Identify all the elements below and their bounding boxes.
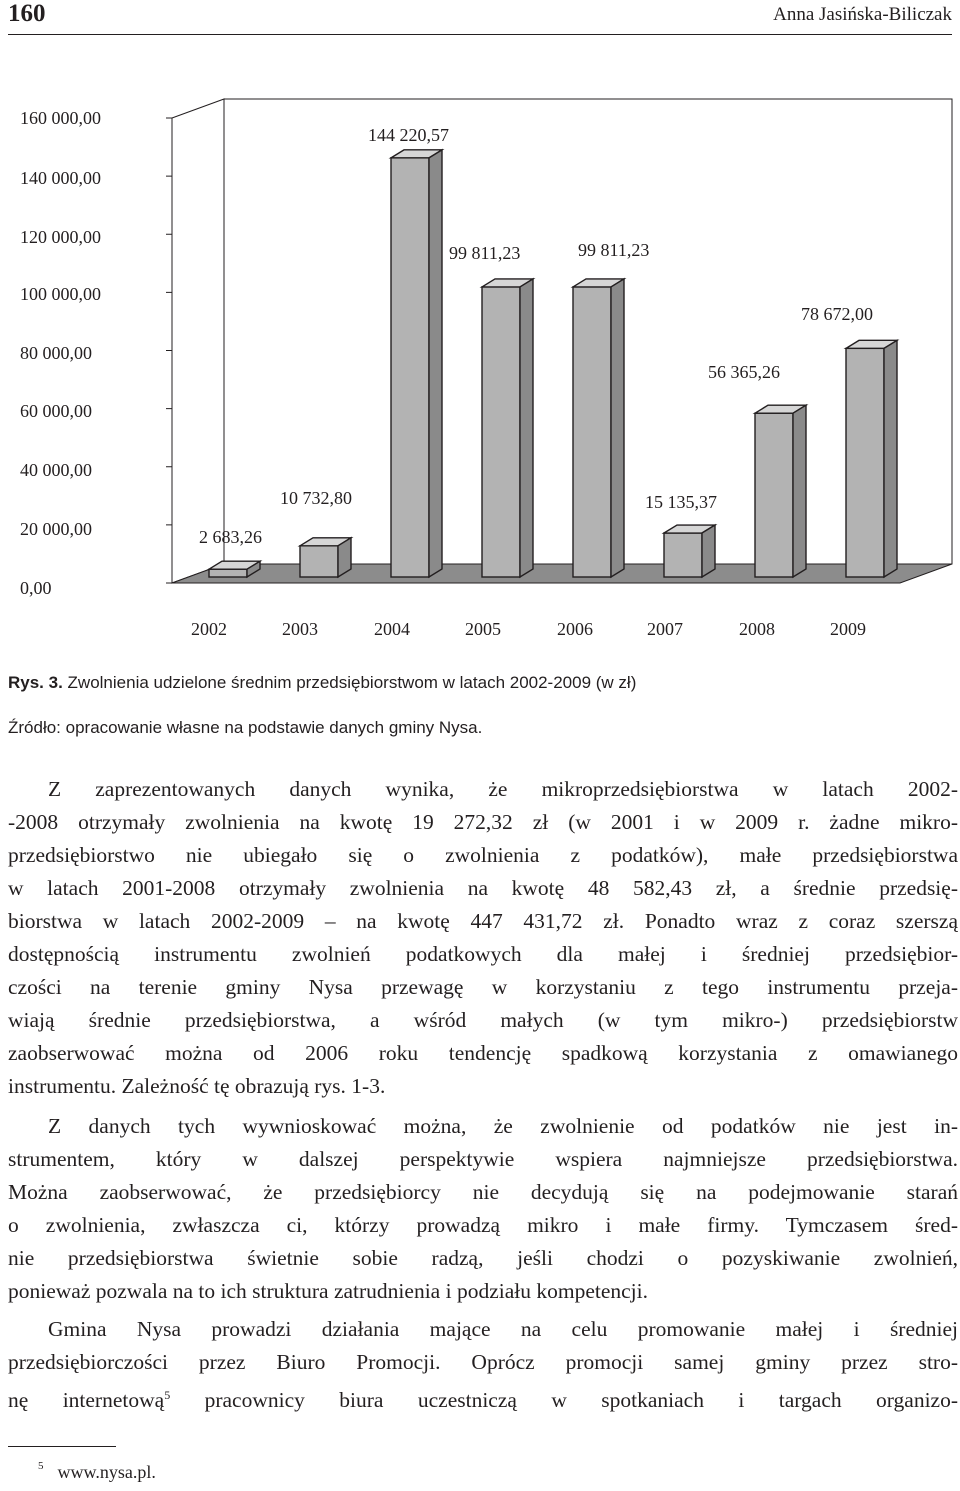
x-tick-label: 2009	[830, 619, 866, 639]
data-label: 15 135,37	[645, 492, 717, 512]
figure-number: Rys. 3.	[8, 673, 63, 692]
bar-side	[611, 279, 624, 577]
y-tick-label: 120 000,00	[20, 227, 101, 247]
x-tick-label: 2002	[191, 619, 227, 639]
footnote-rule	[8, 1446, 116, 1447]
y-tick-label: 140 000,00	[20, 168, 101, 188]
paragraph-2	[8, 1110, 958, 1308]
footnote-number: 5	[38, 1460, 44, 1472]
text-fragment: nę internetową	[8, 1388, 165, 1412]
bar-front	[846, 348, 884, 577]
text-line: czości na terenie gminy Nysa przewagę w korzystaniu z tego instrumentu przeja-	[8, 975, 958, 999]
y-tick-label: 20 000,00	[20, 519, 92, 539]
bar-front	[664, 533, 702, 577]
bar-side	[884, 340, 897, 577]
y-tick-label: 100 000,00	[20, 284, 101, 304]
text-line: Z danych tych wywnioskować można, że zwolnienie od podatków nie jest in-	[48, 1114, 958, 1138]
text-line: w latach 2001-2008 otrzymały zwolnienia na kwotę 48 582,43 zł, a średnie przedsię-	[8, 876, 958, 900]
x-tick-label: 2003	[282, 619, 318, 639]
text-line: biorstwa w latach 2002-2009 – na kwotę 447 431,72 zł. Ponadto wraz z coraz szerszą	[8, 909, 958, 933]
chart-bar	[664, 525, 715, 577]
bar-front	[300, 546, 338, 577]
bar-front	[573, 287, 611, 577]
figure-caption	[8, 673, 636, 693]
bar-side	[520, 279, 533, 577]
paragraph-1	[8, 773, 958, 1103]
footnote	[38, 1460, 156, 1483]
y-tick-label: 80 000,00	[20, 343, 92, 363]
bar-front	[391, 158, 429, 577]
y-tick-label: 160 000,00	[20, 108, 101, 128]
chart-bar	[300, 538, 351, 577]
chart-bar	[482, 279, 533, 577]
data-label: 99 811,23	[578, 240, 650, 260]
text-line: Gmina Nysa prowadzi działania mające na celu promowanie małej i średniej	[48, 1317, 958, 1341]
x-tick-label: 2006	[557, 619, 593, 639]
text-line: instrumentu. Zależność tę obrazują rys. 1-3.	[8, 1074, 386, 1098]
footnote-marker[interactable]: 5	[164, 1388, 171, 1402]
text-line: wiają średnie przedsiębiorstwa, a wśród małych (w tym mikro-) przedsiębiorstw	[8, 1008, 958, 1032]
data-label: 56 365,26	[708, 362, 780, 382]
chart-bar	[846, 340, 897, 577]
text-line: o zwolnienia, zwłaszcza ci, którzy prowadzą mikro i małe firmy. Tymczasem śred-	[8, 1213, 958, 1237]
data-label: 10 732,80	[280, 488, 352, 508]
text-line: nie przedsiębiorstwa świetnie sobie radzą, jeśli chodzi o pozyskiwanie zwolnień,	[8, 1246, 958, 1270]
text-line: -2008 otrzymały zwolnienia na kwotę 19 272,32 zł (w 2001 i w 2009 r. żadne mikro-	[8, 810, 958, 834]
chart-bar	[573, 279, 624, 577]
bar-front	[209, 569, 247, 577]
figure-title: Zwolnienia udzielone średnim przedsiębiorstwom w latach 2002-2009 (w zł)	[62, 673, 637, 692]
chart-bar	[391, 150, 442, 577]
running-head-author: Anna Jasińska-Biliczak	[773, 4, 952, 25]
bar-front	[755, 413, 793, 577]
figure-source: Źródło: opracowanie własne na podstawie danych gminy Nysa.	[8, 718, 483, 737]
bar-side	[702, 525, 715, 577]
chart-side-wall	[172, 99, 224, 583]
text-line: zaobserwować można od 2006 roku tendencję spadkową korzystania z omawianego	[8, 1041, 958, 1065]
chart-bar	[755, 405, 806, 577]
data-label: 99 811,23	[449, 243, 521, 263]
x-tick-label: 2004	[374, 619, 410, 639]
text-line: ponieważ pozwala na to ich struktura zatrudnienia i podziału kompetencji.	[8, 1279, 648, 1303]
text-line-with-footnote	[8, 1379, 958, 1412]
data-label: 78 672,00	[801, 304, 873, 324]
text-fragment: pracownicy biura uczestniczą w spotkaniach i targach organizo-	[204, 1388, 958, 1412]
text-line: strumentem, który w dalszej perspektywie wspiera najmniejsze przedsiębiorstwa.	[8, 1147, 958, 1171]
data-label: 2 683,26	[199, 527, 262, 547]
y-tick-label: 0,00	[20, 578, 52, 598]
x-tick-label: 2008	[739, 619, 775, 639]
y-tick-label: 40 000,00	[20, 460, 92, 480]
data-label: 144 220,57	[368, 125, 449, 145]
paragraph-3	[8, 1313, 958, 1412]
bar-side	[429, 150, 442, 577]
page-number: 160	[8, 0, 46, 27]
footnote-text: www.nysa.pl.	[57, 1462, 156, 1482]
text-line: Można zaobserwować, że przedsiębiorcy nie decydują się na podejmowanie starań	[8, 1180, 958, 1204]
text-line: dostępnością instrumentu zwolnień podatkowych dla małej i średniej przedsiębior-	[8, 942, 958, 966]
x-tick-label: 2007	[647, 619, 683, 639]
x-tick-label: 2005	[465, 619, 501, 639]
chart-floor	[172, 564, 952, 583]
bar-side	[793, 405, 806, 577]
bar-front	[482, 287, 520, 577]
text-line: przedsiębiorczości przez Biuro Promocji. Oprócz promocji samej gminy przez stro-	[8, 1350, 958, 1374]
y-tick-label: 60 000,00	[20, 401, 92, 421]
text-line: przedsiębiorstwo nie ubiegało się o zwolnienia z podatków), małe przedsiębiorstwa	[8, 843, 958, 867]
text-line: Z zaprezentowanych danych wynika, że mikroprzedsiębiorstwa w latach 2002-	[48, 777, 958, 801]
